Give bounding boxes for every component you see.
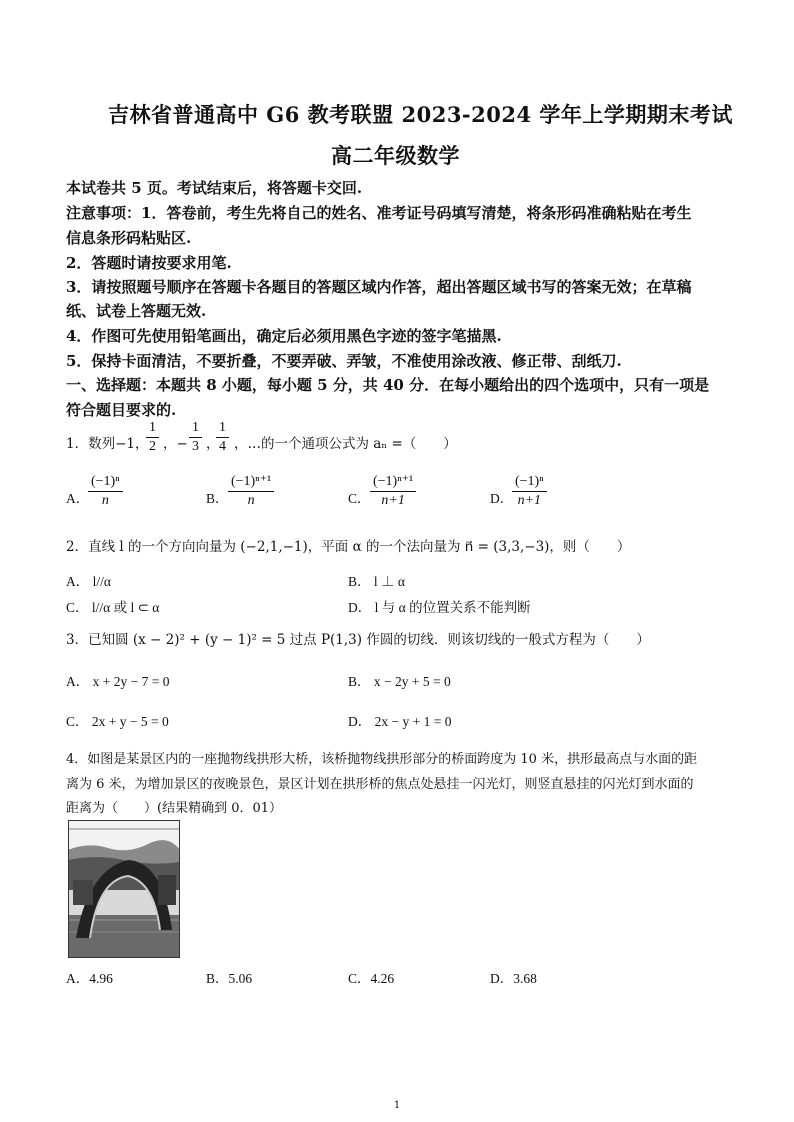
note-2: 2．答题时请按要求用笔. (66, 254, 232, 272)
q1-fraction-3 (216, 420, 229, 456)
q1-option-b-label[interactable]: B． (206, 491, 229, 506)
q1-option-c-label[interactable]: C． (348, 491, 371, 506)
exam-subtitle: 高二年级数学 (331, 143, 460, 168)
q1-option-b-num: (−1)ⁿ⁺¹ (228, 474, 274, 492)
q3-option-c[interactable]: C． 2x + y − 5 = 0 (66, 714, 169, 729)
q1-fraction-3-num: 1 (216, 420, 229, 438)
q1-option-a-label[interactable]: A． (66, 491, 90, 506)
q1-sep-1: ，− (163, 436, 188, 452)
q3-option-b[interactable]: B． x − 2y + 5 = 0 (348, 674, 451, 689)
q2-option-b[interactable]: B． l ⊥ α (348, 574, 405, 589)
q1-option-c-den: n+1 (381, 493, 405, 508)
note-3-line-2: 纸、试卷上答题无效. (66, 302, 207, 320)
section-heading-line-2: 符合题目要求的. (66, 401, 177, 419)
note-1-line-1: 注意事项：1．答卷前，考生先将自己的姓名、准考证号码填写清楚，将条形码准确粘贴在考生 (66, 204, 692, 222)
q2-stem: 2．直线 l 的一个方向向量为 (−2,1,−1)，平面 α 的一个法向量为 n⃗ = (3,3,−3)，则（ ） (66, 539, 631, 555)
q4-line-3: 距离为（ ）(结果精确到 0．01） (66, 801, 283, 816)
q1-option-c-fraction (370, 474, 416, 510)
bridge-photo (68, 820, 180, 958)
q4-option-b[interactable]: B．5.06 (206, 971, 253, 986)
q1-option-b-fraction (228, 474, 274, 510)
note-5: 5．保持卡面清洁，不要折叠，不要弄破、弄皱，不准使用涂改液、修正带、刮纸刀. (66, 352, 622, 370)
q1-fraction-2-num: 1 (189, 420, 202, 438)
q1-option-a-fraction (88, 474, 123, 510)
q1-option-d-den: n+1 (517, 493, 542, 508)
q1-option-d-fraction (512, 474, 547, 510)
q2-option-c[interactable]: C． l//α 或 l ⊂ α (66, 600, 160, 615)
q3-stem: 3．已知圆 (x − 2)² + (y − 1)² = 5 过点 P(1,3) 作圆的切线．则该切线的一般式方程为（ ） (66, 632, 650, 648)
q4-line-1: 4．如图是某景区内的一座抛物线拱形大桥，该桥抛物线拱形部分的桥面跨度为 10 米，拱形最高点与水面的距 (66, 752, 698, 767)
q1-suffix: ，…的一个通项公式为 aₙ =（ ） (234, 436, 457, 452)
q1-option-c-num: (−1)ⁿ⁺¹ (370, 474, 416, 492)
q2-option-a[interactable]: A． l//α (66, 574, 111, 589)
q1-fraction-1 (146, 420, 159, 456)
q1-fraction-1-den: 2 (149, 439, 156, 454)
intro-text: 本试卷共 5 页。考试结束后，将答题卡交回. (66, 179, 363, 197)
q1-fraction-2 (189, 420, 202, 456)
note-4: 4．作图可先使用铅笔画出，确定后必须用黑色字迹的签字笔描黑. (66, 327, 502, 345)
q4-option-a[interactable]: A．4.96 (66, 971, 113, 986)
q4-option-c[interactable]: C．4.26 (348, 971, 395, 986)
q1-sep-2: ， (206, 436, 220, 452)
q1-option-d-num: (−1)ⁿ (512, 474, 547, 492)
note-1-line-2: 信息条形码粘贴区. (66, 229, 192, 247)
q1-option-b-den: n (247, 493, 255, 508)
page-number: 1 (393, 1100, 401, 1111)
q1-option-d-label[interactable]: D． (490, 491, 514, 506)
q1-prefix: 1．数列−1， (66, 436, 149, 452)
bridge-illustration (68, 820, 180, 958)
q4-option-d[interactable]: D．3.68 (490, 971, 537, 986)
q3-option-a[interactable]: A． x + 2y − 7 = 0 (66, 674, 170, 689)
q1-option-a-den: n (101, 493, 109, 508)
section-heading-line-1: 一、选择题：本题共 8 小题，每小题 5 分，共 40 分．在每小题给出的四个选项中，只有一项是 (66, 376, 710, 394)
note-3-line-1: 3．请按照题号顺序在答题卡各题目的答题区域内作答，超出答题区域书写的答案无效；在草稿 (66, 278, 692, 296)
q2-option-d[interactable]: D． l 与 α 的位置关系不能判断 (348, 600, 531, 615)
q3-option-d[interactable]: D． 2x − y + 1 = 0 (348, 714, 452, 729)
q1-option-a-num: (−1)ⁿ (88, 474, 123, 492)
q1-fraction-1-num: 1 (146, 420, 159, 438)
q1-fraction-3-den: 4 (219, 439, 226, 454)
q4-line-2: 离为 6 米，为增加景区的夜晚景色，景区计划在拱形桥的焦点处悬挂一闪光灯，则竖直悬挂的闪光灯到水面的 (66, 777, 694, 792)
exam-title: 吉林省普通高中 G6 教考联盟 2023-2024 学年上学期期末考试 (108, 102, 733, 127)
q1-fraction-2-den: 3 (192, 439, 199, 454)
